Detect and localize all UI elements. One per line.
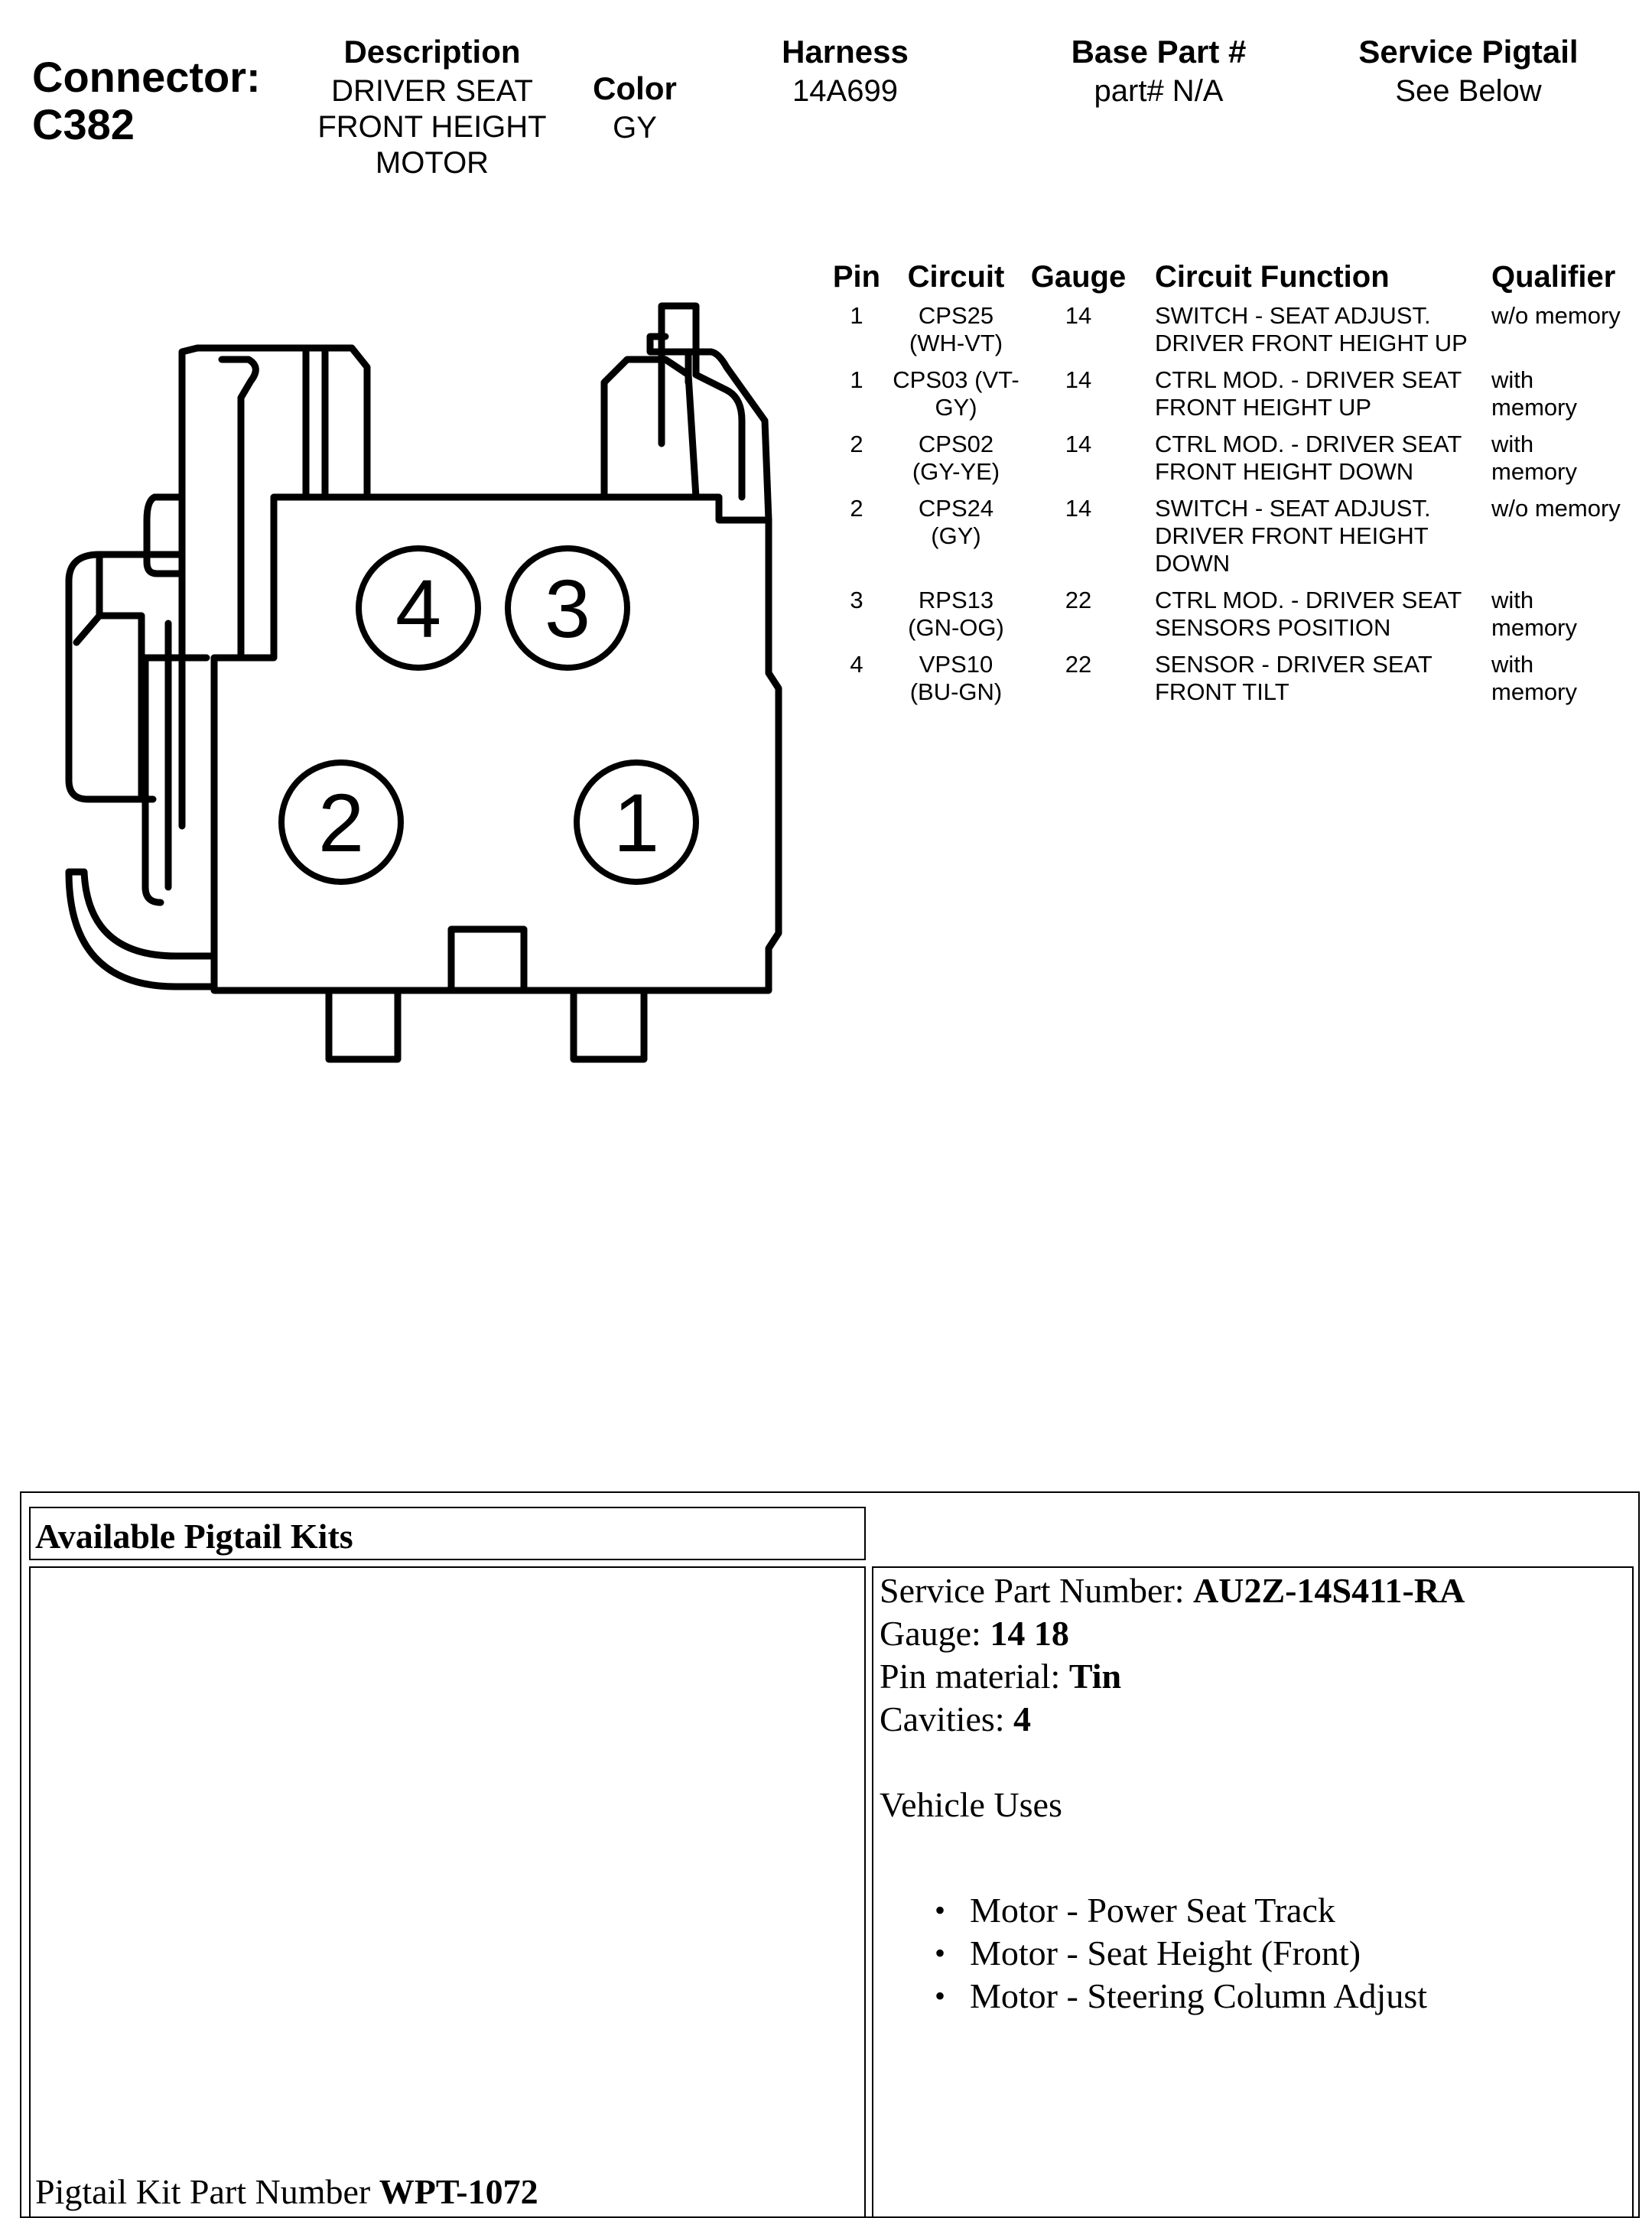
circuit-cell-line: CPS25 — [918, 302, 994, 329]
harness-heading: Harness — [782, 34, 909, 70]
circuit-cell — [887, 366, 1025, 431]
kit-part-value: WPT-1072 — [379, 2172, 538, 2211]
connector-key — [451, 929, 524, 990]
circuit-cell-line: CPS24 — [918, 495, 994, 522]
pin-row — [826, 302, 1644, 366]
gauge-cell-line: 22 — [1065, 587, 1092, 613]
circuit-cell — [887, 651, 1025, 715]
gauge-cell — [1025, 651, 1132, 715]
vehicle-use-item: • Motor - Steering Column Adjust — [935, 1975, 1427, 2018]
function-cell — [1132, 587, 1491, 651]
qualifier-cell-line: with — [1491, 651, 1534, 678]
pigtail-kits-title: Available Pigtail Kits — [35, 1517, 353, 1556]
function-cell-line: SENSOR - DRIVER SEAT — [1155, 651, 1432, 678]
connector-face-diagram — [54, 291, 788, 1086]
qualifier-cell-line: with — [1491, 587, 1534, 613]
harness-column — [734, 31, 956, 109]
circuit-cell-line: (GY-YE) — [912, 458, 1000, 485]
pin-cell — [826, 302, 887, 366]
qualifier-cell — [1491, 431, 1644, 495]
description-heading: Description — [343, 34, 521, 70]
gauge-cell-line: 14 — [1065, 366, 1092, 393]
service-part-value: AU2Z-14S411-RA — [1193, 1571, 1465, 1610]
side-clip — [76, 616, 99, 642]
function-cell-line: CTRL MOD. - DRIVER SEAT — [1155, 366, 1462, 393]
function-cell — [1132, 495, 1491, 587]
cavities-line — [880, 1698, 1031, 1741]
latch-left-inner — [222, 359, 255, 658]
latch-right — [604, 359, 696, 497]
connector-title — [32, 54, 261, 148]
connector-terminal — [329, 990, 398, 1059]
side-clip — [69, 872, 214, 956]
qualifier-cell — [1491, 587, 1644, 651]
pigtail-kits-title-cell — [29, 1507, 866, 1560]
circuit-cell-line: VPS10 — [919, 651, 993, 678]
pigtail-kit-part-number — [35, 2171, 538, 2212]
pin-cell — [826, 431, 887, 495]
function-cell-line: DRIVER FRONT HEIGHT — [1155, 522, 1429, 549]
pin-row — [826, 431, 1644, 495]
qualifier-cell-line: memory — [1491, 458, 1577, 485]
description-line: MOTOR — [375, 146, 489, 180]
gauge-cell-line: 14 — [1065, 431, 1092, 457]
cavity-4-label: 4 — [395, 562, 442, 655]
circuit-cell-line: (GY) — [931, 522, 981, 549]
pin-row — [826, 495, 1644, 587]
circuit-cell — [887, 431, 1025, 495]
qualifier-cell — [1491, 366, 1644, 431]
qualifier-cell-line: memory — [1491, 394, 1577, 421]
side-clip — [145, 658, 206, 902]
base-part-value: part# N/A — [1094, 74, 1224, 108]
col-qualifier: Qualifier — [1491, 260, 1616, 294]
function-cell-line: SENSORS POSITION — [1155, 614, 1391, 641]
service-part-line — [880, 1569, 1465, 1612]
circuit-cell-line: CPS03 (VT- — [893, 366, 1019, 393]
circuit-cell — [887, 302, 1025, 366]
cavity-2-label: 2 — [317, 776, 365, 869]
cavities-value: 4 — [1013, 1699, 1032, 1738]
connector-label: Connector: — [32, 53, 261, 101]
qualifier-cell-line: w/o memory — [1491, 495, 1621, 522]
col-circuit: Circuit — [907, 260, 1005, 294]
qualifier-cell — [1491, 302, 1644, 366]
qualifier-cell-line: memory — [1491, 678, 1577, 705]
vehicle-use-item: • Motor - Power Seat Track — [935, 1889, 1427, 1932]
vehicle-uses-list — [935, 1889, 1427, 2018]
function-cell-line: CTRL MOD. - DRIVER SEAT — [1155, 587, 1462, 613]
description-line: DRIVER SEAT — [331, 74, 533, 108]
circuit-cell-line: (GN-OG) — [908, 614, 1004, 641]
function-cell-line: DRIVER FRONT HEIGHT UP — [1155, 330, 1468, 356]
harness-value: 14A699 — [792, 74, 898, 108]
col-pin: Pin — [832, 260, 881, 294]
gauge-label: Gauge: — [880, 1614, 990, 1653]
gauge-cell — [1025, 495, 1132, 587]
pin-material-value: Tin — [1068, 1657, 1122, 1696]
pin-table — [826, 260, 1644, 715]
pin-table-header — [826, 260, 1644, 302]
base-part-heading: Base Part # — [1071, 34, 1247, 70]
cavities-label: Cavities: — [880, 1699, 1014, 1738]
function-cell-line: CTRL MOD. - DRIVER SEAT — [1155, 431, 1462, 457]
pin-cell-line: 1 — [850, 366, 863, 393]
circuit-cell-line: (BU-GN) — [909, 678, 1003, 705]
service-pigtail-column — [1315, 31, 1621, 109]
description-column — [279, 31, 585, 181]
circuit-cell — [887, 495, 1025, 587]
pin-cell-line: 3 — [850, 587, 863, 613]
qualifier-cell-line: with — [1491, 431, 1534, 457]
pin-row — [826, 366, 1644, 431]
pin-cell-line: 2 — [850, 431, 863, 457]
gauge-cell-line: 22 — [1065, 651, 1092, 678]
service-pigtail-value: See Below — [1395, 74, 1542, 108]
gauge-cell-line: 14 — [1065, 495, 1092, 522]
pin-material-line — [880, 1655, 1121, 1698]
description-line: FRONT HEIGHT — [317, 110, 547, 144]
connector-terminal — [574, 990, 644, 1059]
color-value: GY — [613, 111, 657, 145]
cavity-3-label: 3 — [544, 562, 591, 655]
gauge-line — [880, 1612, 1069, 1655]
color-column — [566, 67, 704, 146]
function-cell — [1132, 431, 1491, 495]
qualifier-cell-line: memory — [1491, 614, 1577, 641]
pin-row — [826, 651, 1644, 715]
function-cell — [1132, 651, 1491, 715]
pigtail-image-cell — [29, 1566, 866, 2216]
color-heading: Color — [593, 70, 677, 106]
pin-cell — [826, 651, 887, 715]
function-cell-line: FRONT TILT — [1155, 678, 1289, 705]
connector-body — [214, 497, 779, 990]
circuit-cell-line: (WH-VT) — [909, 330, 1003, 356]
gauge-cell — [1025, 431, 1132, 495]
function-cell-line: SWITCH - SEAT ADJUST. — [1155, 302, 1431, 329]
cavity-1-label: 1 — [613, 776, 660, 869]
pin-cell-line: 4 — [850, 651, 863, 678]
gauge-cell-line: 14 — [1065, 302, 1092, 329]
vehicle-use-item: • Motor - Seat Height (Front) — [935, 1932, 1427, 1975]
pin-row — [826, 587, 1644, 651]
side-clip — [147, 497, 182, 574]
pin-cell-line: 2 — [850, 495, 863, 522]
base-part-column — [1040, 31, 1277, 109]
function-cell-line: DOWN — [1155, 550, 1231, 577]
service-part-label: Service Part Number: — [880, 1571, 1194, 1610]
kit-part-label: Pigtail Kit Part Number — [35, 2172, 379, 2211]
col-function: Circuit Function — [1155, 260, 1390, 294]
latch-right-hook — [662, 306, 742, 497]
gauge-cell — [1025, 587, 1132, 651]
side-clip — [69, 872, 214, 987]
function-cell-line: FRONT HEIGHT UP — [1155, 394, 1372, 421]
pin-cell — [826, 366, 887, 431]
qualifier-cell-line: with — [1491, 366, 1534, 393]
col-gauge: Gauge — [1030, 260, 1127, 294]
gauge-cell — [1025, 302, 1132, 366]
pin-material-label: Pin material: — [880, 1657, 1069, 1696]
gauge-value: 14 18 — [990, 1614, 1069, 1653]
function-cell — [1132, 366, 1491, 431]
pigtail-details-cell — [872, 1566, 1634, 2216]
pin-cell — [826, 495, 887, 587]
circuit-cell-line: RPS13 — [918, 587, 994, 613]
pin-cell — [826, 587, 887, 651]
connector-id: C382 — [32, 100, 135, 148]
pin-cell-line: 1 — [850, 302, 863, 329]
circuit-cell-line: GY) — [935, 394, 977, 421]
vehicle-uses-heading: Vehicle Uses — [880, 1785, 1062, 1824]
function-cell — [1132, 302, 1491, 366]
qualifier-cell — [1491, 651, 1644, 715]
gauge-cell — [1025, 366, 1132, 431]
function-cell-line: FRONT HEIGHT DOWN — [1155, 458, 1414, 485]
side-clip — [99, 554, 141, 795]
service-pigtail-heading: Service Pigtail — [1358, 34, 1579, 70]
qualifier-cell — [1491, 495, 1644, 587]
qualifier-cell-line: w/o memory — [1491, 302, 1621, 329]
pigtail-kits-table — [20, 1491, 1640, 2218]
function-cell-line: SWITCH - SEAT ADJUST. — [1155, 495, 1431, 522]
circuit-cell — [887, 587, 1025, 651]
circuit-cell-line: CPS02 — [918, 431, 994, 457]
